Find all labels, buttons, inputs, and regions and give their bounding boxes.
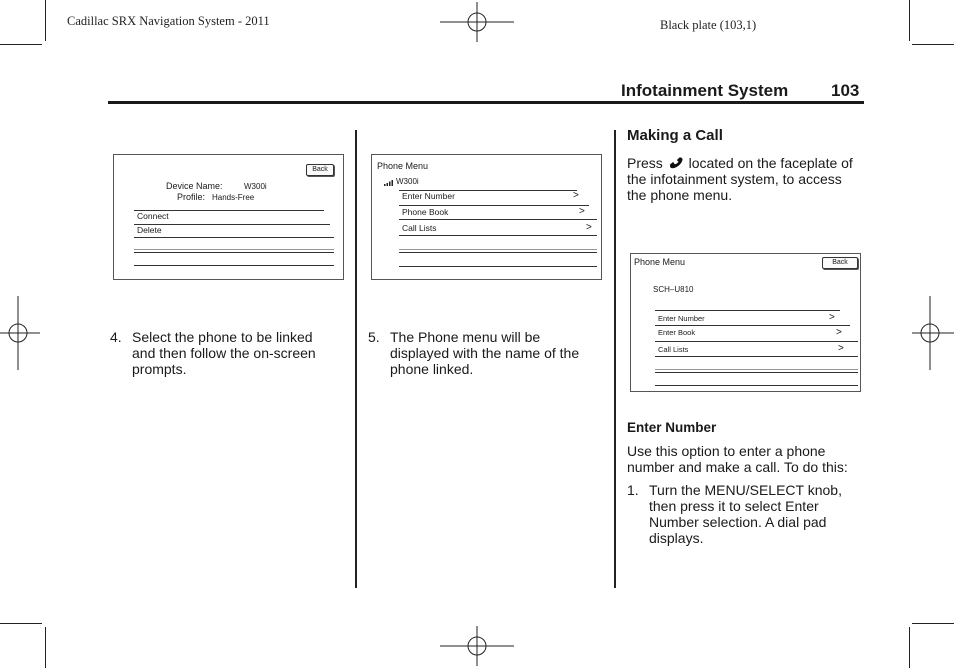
step-line: prompts. <box>132 361 187 377</box>
menu-rule <box>399 235 597 236</box>
menu-rule <box>399 249 597 250</box>
header-right: Black plate (103,1) <box>660 18 757 32</box>
enter-number-label: Enter Number <box>658 314 705 323</box>
enter-number-label: Enter Number <box>402 191 455 201</box>
step-line: Turn the MENU/SELECT knob, <box>649 482 842 498</box>
profile-label: Profile: <box>177 192 206 202</box>
crop-mark-icon <box>0 44 42 45</box>
step-line: phone linked. <box>390 361 474 377</box>
paragraph-line <box>627 155 867 171</box>
phone-menu-screen-figure <box>630 253 861 392</box>
menu-rule <box>655 341 858 342</box>
device-name-label: Device Name: <box>166 181 223 191</box>
phone-book-menu-item[interactable] <box>399 206 597 219</box>
device-name: W300i <box>396 177 419 186</box>
back-button[interactable]: Back <box>306 164 334 176</box>
profile-value: Hands-Free <box>212 193 255 202</box>
making-a-call-paragraph <box>627 155 867 203</box>
registration-mark-icon <box>912 296 954 370</box>
paragraph-line: Use this option to enter a phone <box>627 443 826 459</box>
menu-rule <box>134 237 334 238</box>
phone-book-label: Phone Book <box>402 207 449 217</box>
step-line: and then follow the on-screen <box>132 345 316 361</box>
call-lists-label: Call Lists <box>402 223 437 233</box>
enter-number-subheading: Enter Number <box>627 420 717 435</box>
step-line: then press it to select Enter <box>649 498 819 514</box>
section-title: Infotainment System <box>621 81 789 100</box>
paragraph-line: the infotainment system, to access <box>627 171 842 187</box>
call-lists-menu-item[interactable] <box>655 343 858 356</box>
registration-mark-icon <box>440 2 514 42</box>
device-name-value: W300i <box>244 182 267 191</box>
step-text <box>132 329 316 377</box>
paragraph-text: located on the faceplate of <box>688 155 853 171</box>
step-number: 5. <box>368 329 380 345</box>
step-4 <box>110 329 350 379</box>
crop-mark-icon <box>909 627 910 668</box>
phone-menu-figure <box>371 154 602 280</box>
chevron-right-icon: > <box>573 190 579 201</box>
header-rule <box>108 101 864 104</box>
registration-mark-icon <box>440 626 514 666</box>
enter-book-menu-item[interactable] <box>655 326 858 339</box>
enter-number-paragraph <box>627 443 867 475</box>
signal-icon <box>384 179 394 186</box>
menu-rule <box>134 249 334 250</box>
header-left: Cadillac SRX Navigation System - 2011 <box>67 14 270 28</box>
enter-number-menu-item[interactable] <box>655 312 858 325</box>
step-line: Select the phone to be linked <box>132 329 313 345</box>
menu-rule <box>134 252 334 253</box>
menu-rule <box>655 310 840 311</box>
chevron-right-icon: > <box>829 312 835 323</box>
step-line: displays. <box>649 530 704 546</box>
enter-number-menu-item[interactable] <box>399 190 597 203</box>
page-number: 103 <box>831 81 860 100</box>
menu-rule <box>655 356 858 357</box>
crop-mark-icon <box>909 0 910 41</box>
press-text: Press <box>627 155 663 171</box>
enter-book-label: Enter Book <box>658 328 696 337</box>
crop-mark-icon <box>45 0 46 41</box>
back-button[interactable]: Back <box>822 257 858 269</box>
device-name: SCH–U810 <box>653 285 694 294</box>
menu-rule <box>399 252 597 253</box>
connect-label: Connect <box>137 211 169 221</box>
chevron-right-icon: > <box>836 327 842 338</box>
device-screen-figure <box>113 154 344 280</box>
crop-mark-icon <box>912 623 954 624</box>
call-lists-menu-item[interactable] <box>399 222 597 235</box>
registration-mark-icon <box>0 296 40 370</box>
delete-label: Delete <box>137 225 162 235</box>
step-1 <box>627 482 867 548</box>
crop-mark-icon <box>45 627 46 668</box>
paragraph-line: the phone menu. <box>627 187 733 203</box>
menu-rule <box>399 266 597 267</box>
phone-menu-title: Phone Menu <box>634 257 686 267</box>
phone-menu-title: Phone Menu <box>377 161 429 171</box>
step-number: 1. <box>627 482 639 498</box>
chevron-right-icon: > <box>586 222 592 233</box>
crop-mark-icon <box>912 44 954 45</box>
menu-rule <box>655 372 858 373</box>
step-text <box>390 329 579 377</box>
menu-rule <box>134 265 334 266</box>
column-divider <box>355 130 357 588</box>
making-a-call-heading: Making a Call <box>627 127 723 144</box>
step-number: 4. <box>110 329 122 345</box>
column-divider <box>614 130 616 588</box>
connect-menu-item[interactable] <box>134 210 334 223</box>
step-text <box>649 482 842 546</box>
step-line: Number selection. A dial pad <box>649 514 827 530</box>
step-line: The Phone menu will be <box>390 329 541 345</box>
crop-mark-icon <box>0 623 42 624</box>
phone-icon <box>668 156 684 170</box>
step-5 <box>368 329 608 379</box>
chevron-right-icon: > <box>579 206 585 217</box>
step-line: displayed with the name of the <box>390 345 580 361</box>
menu-rule <box>655 369 858 370</box>
chevron-right-icon: > <box>838 343 844 354</box>
paragraph-line: number and make a call. To do this: <box>627 459 848 475</box>
menu-rule <box>399 219 597 220</box>
delete-menu-item[interactable] <box>134 224 334 237</box>
call-lists-label: Call Lists <box>658 345 689 354</box>
menu-rule <box>655 385 858 386</box>
